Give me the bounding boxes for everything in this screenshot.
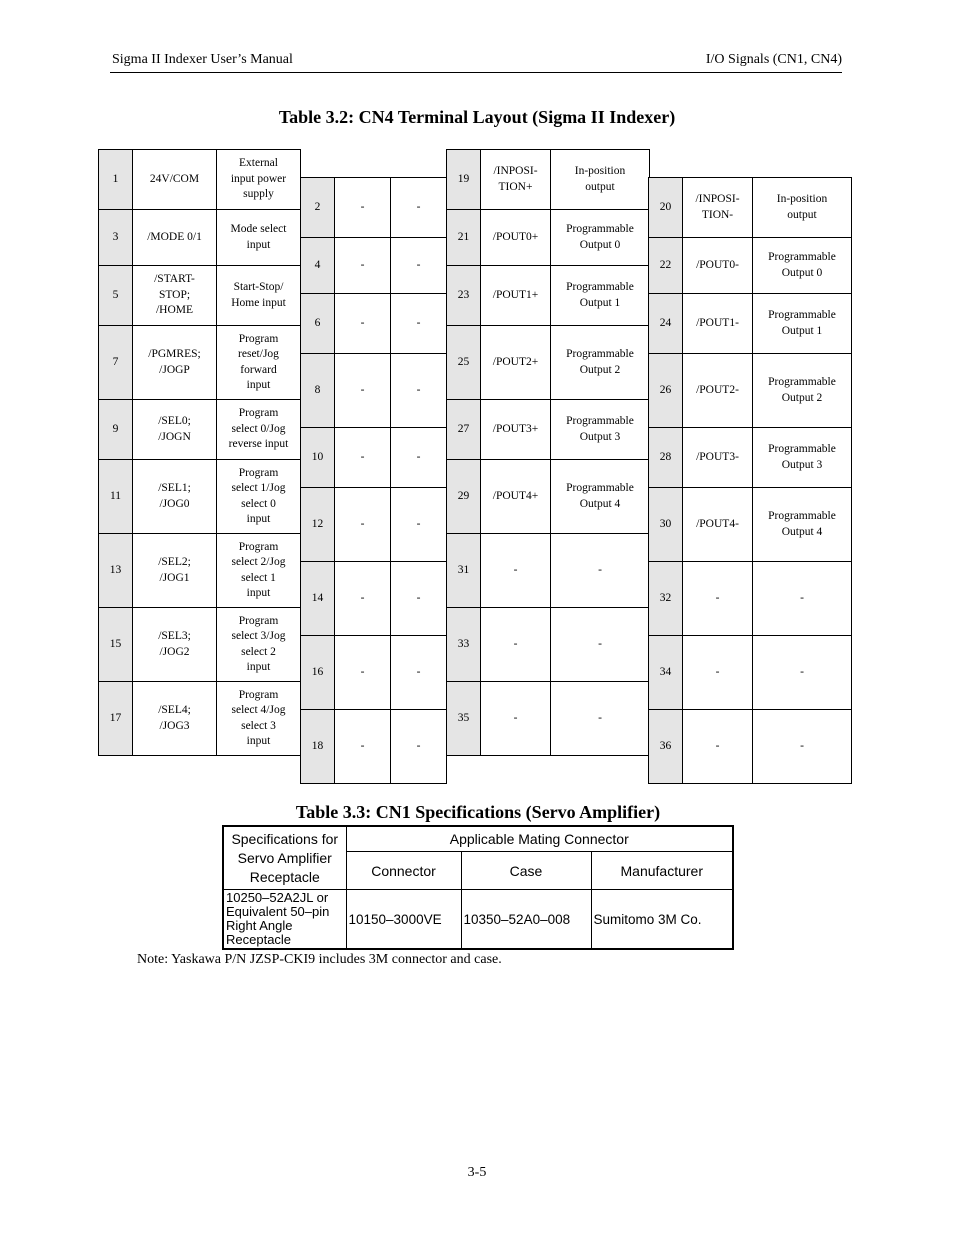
pin-description: - <box>391 178 447 238</box>
pin-description: Programmable Output 4 <box>551 460 650 534</box>
header-rule <box>110 72 842 73</box>
pin-row <box>301 710 447 784</box>
pin-row <box>447 460 650 534</box>
pin-row <box>301 428 447 488</box>
pin-row <box>447 266 650 326</box>
pin-signal: /POUT1- <box>683 294 753 354</box>
pin-row <box>447 150 650 210</box>
pin-signal: /SEL3; /JOG2 <box>133 608 217 682</box>
pin-signal: /POUT0+ <box>481 210 551 266</box>
pin-signal: - <box>335 562 391 636</box>
pin-row <box>447 608 650 682</box>
pin-row <box>99 460 301 534</box>
pin-number: 34 <box>649 636 683 710</box>
pin-number: 23 <box>447 266 481 326</box>
pin-number: 24 <box>649 294 683 354</box>
pin-description: Program select 3/Jog select 2 input <box>217 608 301 682</box>
spec-corner-header: Specifications for Servo Amplifier Receptacle <box>223 826 346 890</box>
pin-signal: /POUT4+ <box>481 460 551 534</box>
pin-description: - <box>551 682 650 756</box>
pin-description: Programmable Output 2 <box>551 326 650 400</box>
pin-description: Programmable Output 3 <box>551 400 650 460</box>
pin-description: - <box>391 354 447 428</box>
pin-signal: - <box>335 488 391 562</box>
pin-number: 22 <box>649 238 683 294</box>
pin-number: 1 <box>99 150 133 210</box>
spec-header-connector: Connector <box>346 852 461 890</box>
spec-data-row <box>223 890 733 950</box>
cn4-column-odd-1-17 <box>98 149 301 756</box>
pin-row <box>301 354 447 428</box>
pin-row <box>301 488 447 562</box>
pin-description: In-position output <box>551 150 650 210</box>
pin-signal: - <box>481 534 551 608</box>
pin-row <box>447 326 650 400</box>
cn1-spec-table <box>222 825 734 950</box>
pin-signal: - <box>335 710 391 784</box>
pin-number: 8 <box>301 354 335 428</box>
pin-number: 26 <box>649 354 683 428</box>
pin-description: - <box>391 294 447 354</box>
pin-number: 33 <box>447 608 481 682</box>
pin-description: Mode select input <box>217 210 301 266</box>
pin-row <box>99 682 301 756</box>
pin-number: 29 <box>447 460 481 534</box>
pin-signal: - <box>481 608 551 682</box>
pin-number: 19 <box>447 150 481 210</box>
pin-number: 15 <box>99 608 133 682</box>
pin-row <box>99 150 301 210</box>
pin-description: - <box>391 710 447 784</box>
pin-signal: /INPOSI- TION- <box>683 178 753 238</box>
pin-signal: /SEL4; /JOG3 <box>133 682 217 756</box>
pin-description: Programmable Output 3 <box>753 428 852 488</box>
pin-number: 10 <box>301 428 335 488</box>
pin-row <box>99 266 301 326</box>
spec-header-manufacturer: Manufacturer <box>591 852 733 890</box>
pin-description: Program select 0/Jog reverse input <box>217 400 301 460</box>
pin-description: Program select 2/Jog select 1 input <box>217 534 301 608</box>
pin-signal: /POUT2+ <box>481 326 551 400</box>
pin-description: Programmable Output 0 <box>753 238 852 294</box>
pin-number: 27 <box>447 400 481 460</box>
pin-number: 25 <box>447 326 481 400</box>
pin-signal: - <box>335 238 391 294</box>
pin-number: 4 <box>301 238 335 294</box>
pin-row <box>447 400 650 460</box>
running-header-title: Sigma II Indexer User’s Manual <box>112 52 293 67</box>
pin-row <box>649 636 852 710</box>
pin-signal: - <box>335 354 391 428</box>
table-3-3-caption: Table 3.3: CN1 Specifications (Servo Amplifier) <box>295 802 661 822</box>
pin-description: Programmable Output 1 <box>753 294 852 354</box>
pin-row <box>649 354 852 428</box>
pin-description: In-position output <box>753 178 852 238</box>
pin-signal: /SEL0; /JOGN <box>133 400 217 460</box>
spec-cell-connector: 10150–3000VE <box>346 890 461 950</box>
pin-description: - <box>551 608 650 682</box>
pin-signal: /POUT1+ <box>481 266 551 326</box>
pin-signal: /POUT3+ <box>481 400 551 460</box>
pin-signal: /POUT2- <box>683 354 753 428</box>
page-number: 3-5 <box>467 1165 487 1180</box>
pin-description: - <box>753 710 852 784</box>
pin-number: 16 <box>301 636 335 710</box>
pin-row <box>99 210 301 266</box>
cn4-column-even-2-18 <box>300 177 447 784</box>
spec-group-header: Applicable Mating Connector <box>346 826 733 852</box>
pin-row <box>447 210 650 266</box>
pin-signal: /POUT4- <box>683 488 753 562</box>
pin-signal: /POUT3- <box>683 428 753 488</box>
pin-number: 6 <box>301 294 335 354</box>
pin-signal: - <box>335 636 391 710</box>
pin-signal: - <box>481 682 551 756</box>
pin-row <box>649 294 852 354</box>
pin-number: 18 <box>301 710 335 784</box>
pin-signal: /INPOSI- TION+ <box>481 150 551 210</box>
pin-number: 12 <box>301 488 335 562</box>
pin-number: 13 <box>99 534 133 608</box>
pin-signal: /SEL2; /JOG1 <box>133 534 217 608</box>
spec-cell-case: 10350–52A0–008 <box>461 890 591 950</box>
pin-row <box>99 326 301 400</box>
pin-number: 21 <box>447 210 481 266</box>
pin-signal: /POUT0- <box>683 238 753 294</box>
pin-row <box>301 294 447 354</box>
pin-number: 36 <box>649 710 683 784</box>
pin-description: Start-Stop/ Home input <box>217 266 301 326</box>
pin-description: External input power supply <box>217 150 301 210</box>
pin-description: Program reset/Jog forward input <box>217 326 301 400</box>
pin-description: - <box>391 428 447 488</box>
pin-signal: - <box>335 428 391 488</box>
pin-number: 32 <box>649 562 683 636</box>
pin-number: 11 <box>99 460 133 534</box>
cn4-column-even-20-36 <box>648 177 852 784</box>
pin-description: - <box>753 636 852 710</box>
pin-row <box>99 534 301 608</box>
running-header-section: I/O Signals (CN1, CN4) <box>705 52 842 67</box>
pin-row <box>447 682 650 756</box>
pin-number: 31 <box>447 534 481 608</box>
pin-signal: - <box>683 562 753 636</box>
spec-cell-receptacle: 10250–52A2JL or Equivalent 50–pin Right Angle Receptacle <box>223 890 346 950</box>
pin-description: - <box>391 636 447 710</box>
pin-description: - <box>753 562 852 636</box>
pin-signal: - <box>335 178 391 238</box>
pin-signal: /MODE 0/1 <box>133 210 217 266</box>
pin-row <box>99 608 301 682</box>
pin-signal: 24V/COM <box>133 150 217 210</box>
pin-row <box>649 238 852 294</box>
spec-header-row <box>223 826 733 852</box>
pin-signal: - <box>335 294 391 354</box>
pin-row <box>301 178 447 238</box>
pin-row <box>649 178 852 238</box>
pin-number: 20 <box>649 178 683 238</box>
pin-row <box>649 562 852 636</box>
pin-description: Program select 4/Jog select 3 input <box>217 682 301 756</box>
pin-number: 7 <box>99 326 133 400</box>
pin-signal: /SEL1; /JOG0 <box>133 460 217 534</box>
pin-row <box>649 710 852 784</box>
pin-signal: - <box>683 710 753 784</box>
pin-row <box>649 488 852 562</box>
pin-row <box>649 428 852 488</box>
pin-signal: - <box>683 636 753 710</box>
pin-description: - <box>551 534 650 608</box>
pin-description: - <box>391 562 447 636</box>
pin-number: 14 <box>301 562 335 636</box>
pin-number: 2 <box>301 178 335 238</box>
pin-signal: /START- STOP; /HOME <box>133 266 217 326</box>
pin-description: - <box>391 488 447 562</box>
pin-number: 30 <box>649 488 683 562</box>
pin-description: Programmable Output 1 <box>551 266 650 326</box>
pin-description: - <box>391 238 447 294</box>
cn4-column-odd-19-35 <box>446 149 650 756</box>
pin-number: 3 <box>99 210 133 266</box>
pin-signal: /PGMRES; /JOGP <box>133 326 217 400</box>
pin-row <box>301 562 447 636</box>
footnote: Note: Yaskawa P/N JZSP-CKI9 includes 3M connector and case. <box>137 952 502 967</box>
spec-cell-manufacturer: Sumitomo 3M Co. <box>591 890 733 950</box>
pin-row <box>301 636 447 710</box>
spec-header-case: Case <box>461 852 591 890</box>
table-3-2-caption: Table 3.2: CN4 Terminal Layout (Sigma II Indexer) <box>278 107 676 127</box>
pin-number: 35 <box>447 682 481 756</box>
pin-number: 28 <box>649 428 683 488</box>
pin-description: Programmable Output 0 <box>551 210 650 266</box>
pin-number: 9 <box>99 400 133 460</box>
pin-row <box>99 400 301 460</box>
pin-number: 17 <box>99 682 133 756</box>
pin-row <box>301 238 447 294</box>
pin-row <box>447 534 650 608</box>
pin-description: Programmable Output 4 <box>753 488 852 562</box>
pin-number: 5 <box>99 266 133 326</box>
pin-description: Program select 1/Jog select 0 input <box>217 460 301 534</box>
pin-description: Programmable Output 2 <box>753 354 852 428</box>
